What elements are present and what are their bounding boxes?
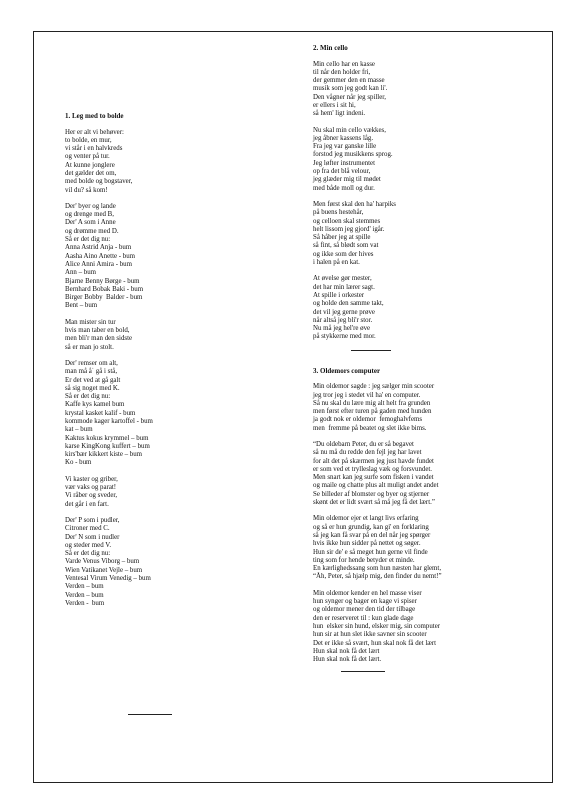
verse-line: helt lissom jeg gjord' igår.: [313, 225, 385, 233]
stanza: [65, 129, 285, 195]
stanza: [313, 61, 543, 119]
verse-line: jeg tror jeg i stedet vil ha' en computer.: [313, 391, 421, 399]
verse-line: Verden – bum: [65, 583, 104, 591]
stanza: [65, 517, 285, 608]
verse-line: musik som jeg godt kan li'.: [313, 85, 388, 93]
verse-line: men bli'r man den sidste: [65, 335, 133, 343]
verse-line: krystal kasket kalif - bum: [65, 409, 136, 417]
verse-line: Aasha Aino Anette - bum: [65, 252, 136, 260]
verse-line: Bjarne Benny Børge - bum: [65, 277, 140, 285]
verse-line: hun elsker sin hund, elsker mig, sin computer: [313, 622, 441, 630]
verse-line: Verden - bum: [65, 599, 105, 607]
stanza: [65, 476, 285, 509]
verse-line: hun synger og bager en kage vi spiser: [313, 598, 417, 606]
verse-line: til når den holder fri,: [313, 68, 371, 76]
poem-column-right: [313, 44, 543, 672]
verse-line: Verden – bum: [65, 591, 104, 599]
stanza: [65, 319, 285, 352]
verse-line: og ikke som der hives: [313, 250, 374, 258]
poem-1: [65, 112, 285, 608]
stanza: [65, 360, 285, 468]
verse-line: jeg åbner kassens låg.: [313, 134, 374, 142]
verse-line: og drømme med D.: [65, 227, 119, 235]
verse-line: Anna Astrid Anja - bum: [65, 244, 132, 252]
verse-line: men først efter turen på gaden med hunden: [313, 408, 432, 416]
verse-line: Nu skal min cello vækkes,: [313, 126, 386, 134]
verse-line: Bent – bum: [65, 302, 98, 310]
verse-line: Min cello har en kasse: [313, 60, 375, 68]
verse-line: vi står i en halvkreds: [65, 145, 123, 153]
verse-line: to bolde, en mur,: [65, 136, 112, 144]
stanza: [313, 275, 543, 341]
verse-line: kirs'bær kikkert kiste – bum: [65, 451, 143, 459]
verse-line: for alt det på skærmen jeg just havde fundet: [313, 457, 434, 465]
poem-3: [313, 367, 543, 665]
verse-line: og celloen skal stemmes: [313, 217, 381, 225]
verse-line: det gælder det om,: [65, 169, 117, 177]
verse-line: Så er det dig nu:: [65, 236, 111, 244]
stanza: [313, 441, 543, 507]
verse-line: Ko - bum: [65, 459, 92, 467]
verse-line: kat – bum: [65, 426, 93, 434]
verse-line: Er det ved at gå galt: [65, 376, 121, 384]
verse-line: Der' A som i Anne: [65, 219, 116, 227]
verse-line: op fra det blå velour,: [313, 168, 371, 176]
verse-line: Citroner med C.: [65, 525, 110, 533]
verse-line: så jeg kan få svar på en del når jeg spørger: [313, 531, 431, 539]
verse-line: Birger Bobby Balder - bum: [65, 294, 143, 302]
verse-line: Så nu skal du lære mig alt helt fra grunden: [313, 399, 431, 407]
verse-line: på stykkerne med mor.: [313, 333, 376, 341]
verse-line: Men først skal den ha' harpiks: [313, 200, 396, 208]
stanza: [313, 515, 543, 581]
verse-line: der gemmer den en masse: [313, 77, 385, 85]
verse-line: Wien Vatikanet Vejle – bum: [65, 566, 143, 574]
verse-line: og så er hun grundig, kan gi' en forklaring: [313, 523, 429, 531]
verse-line: men fremme på beatet og slet ikke bims.: [313, 424, 427, 432]
poem-title: 2. Min cello: [313, 44, 348, 52]
verse-line: Varde Venus Viborg – bum: [65, 558, 140, 566]
verse-line: Nu må jeg hel're øve: [313, 325, 371, 333]
verse-line: Så er det dig nu:: [65, 393, 111, 401]
verse-line: man må åˈ gå i stå,: [65, 368, 118, 376]
poem-title: 1. Leg med to bolde: [65, 112, 124, 120]
verse-line: Fra jeg var ganske lille: [313, 143, 377, 151]
verse-line: det går i en fart.: [65, 500, 109, 508]
verse-line: i halen på en kat.: [313, 259, 360, 267]
verse-line: Jeg løfter instrumentet: [313, 159, 375, 167]
verse-line: Det er ikke så svært, hun skal nok få det lært: [313, 639, 437, 647]
divider-poem-3: [341, 671, 385, 672]
verse-line: og venter på tur.: [65, 153, 110, 161]
verse-line: Ventesal Virum Venedig – bum: [65, 575, 151, 583]
verse-line: så fint, så blødt som vat: [313, 242, 379, 250]
verse-line: og oldemor mener den tid der tilbage: [313, 606, 416, 614]
verse-line: Hun sir de' e så meget hun gerne vil finde: [313, 548, 428, 556]
verse-line: Den vågner når jeg spiller,: [313, 93, 387, 101]
verse-line: skønt det er lidt svært så må jeg få det lært.”: [313, 499, 435, 507]
verse-line: ting som for hende betyder et minde.: [313, 556, 415, 564]
verse-line: Der' byer og lande: [65, 202, 116, 210]
verse-line: At øvelse gør mester,: [313, 275, 372, 283]
verse-line: Man mister sin tur: [65, 318, 116, 326]
poem-title: 3. Oldemors computer: [313, 366, 381, 375]
verse-line: med både moll og dur.: [313, 184, 375, 192]
verse-line: er ellers i sit hi,: [313, 101, 356, 109]
verse-line: og steder med V.: [65, 541, 112, 549]
stanza: [313, 201, 543, 267]
verse-line: hvis man taber en bold,: [65, 327, 130, 335]
verse-line: vil du? så kom!: [65, 186, 108, 194]
verse-line: så nu må du redde den fejl jeg har lavet: [313, 449, 422, 457]
verse-line: Alice Anni Amira - bum: [65, 260, 132, 268]
verse-line: Kaktus kokus krymmel – bum: [65, 434, 149, 442]
verse-line: Min oldemor sagde : jeg sælger min scooter: [313, 383, 435, 391]
verse-line: Hun skal nok få det lært: [313, 647, 380, 655]
stanza: [313, 383, 543, 433]
verse-line: “Du oldebarn Peter, du er så begavet: [313, 440, 414, 448]
verse-line: så sig noget med K.: [65, 384, 120, 392]
verse-line: så er man jo stolt.: [65, 343, 114, 351]
verse-line: Se billeder af blomster og byer og stjerner: [313, 490, 430, 498]
verse-line: og drenge med B,: [65, 211, 114, 219]
verse-line: vær vaks og parat!: [65, 484, 117, 492]
verse-line: hun sir at hun slet ikke savner sin scooter: [313, 631, 427, 639]
verse-line: på buens hestehår,: [313, 209, 364, 217]
verse-line: “Åh, Peter, så hjælp mig, den finder du nemt!”: [313, 573, 442, 581]
verse-line: Der' remser om alt,: [65, 359, 118, 367]
verse-line: og holde den samme takt,: [313, 300, 384, 308]
verse-line: Min oldemor kender en hel masse viser: [313, 589, 422, 597]
verse-line: En kærlighedssang som hun næsten har glemt,: [313, 565, 442, 573]
stanza: [313, 590, 543, 665]
verse-line: Der' P som i pudler,: [65, 516, 120, 524]
stanza: [313, 127, 543, 193]
verse-line: At spille i orkester: [313, 291, 365, 299]
verse-line: Så er det dig nu:: [65, 550, 111, 558]
verse-line: er som ved et trylleslag væk og forsvundet.: [313, 465, 433, 473]
verse-line: Vi kaster og griber,: [65, 475, 118, 483]
verse-line: når altså jeg bli'r stor.: [313, 316, 373, 324]
stanza: [65, 203, 285, 311]
verse-line: Kaffe kys kamel bum: [65, 401, 125, 409]
verse-line: Vi råber og sveder,: [65, 492, 118, 500]
verse-line: Hun skal nok få det lært.: [313, 656, 382, 664]
verse-line: Men snart kan jeg surfe som fisken i vandet: [313, 474, 434, 482]
verse-line: den er reserveret til : kun glade dage: [313, 614, 414, 622]
verse-line: forstod jeg musikkens sprog.: [313, 151, 393, 159]
verse-line: Så håber jeg at spille: [313, 234, 371, 242]
divider-poem-2: [351, 350, 391, 351]
verse-line: At kunne jonglere: [65, 161, 115, 169]
verse-line: karse KingKong kuffert – bum: [65, 442, 150, 450]
verse-line: det har min lærer sagt.: [313, 283, 375, 291]
verse-line: Bernhard Bobak Baki - bum: [65, 285, 144, 293]
verse-line: ja godt nok er oldemor femoghalvfems: [313, 416, 423, 424]
verse-line: det vil jeg gerne prøve: [313, 308, 375, 316]
verse-line: Ann – bum: [65, 269, 97, 277]
verse-line: kommode kager kartoffel - bum: [65, 418, 153, 425]
poem-2: [313, 44, 543, 342]
verse-line: jeg glæder mig til mødet: [313, 176, 381, 184]
verse-line: med bolde og bogstaver,: [65, 178, 133, 186]
verse-line: Her er alt vi behøver:: [65, 128, 124, 136]
verse-line: Min oldemor ejer et langt livs erfaring: [313, 515, 419, 523]
verse-line: Der' N som i nudler: [65, 533, 120, 541]
verse-line: og maile og chatte plus alt muligt andet andet: [313, 482, 439, 490]
divider-poem-1: [128, 714, 172, 715]
verse-line: så hem' ligt indeni.: [313, 110, 366, 118]
verse-line: hvis ikke hun sidder på nettet og søger.: [313, 540, 421, 548]
